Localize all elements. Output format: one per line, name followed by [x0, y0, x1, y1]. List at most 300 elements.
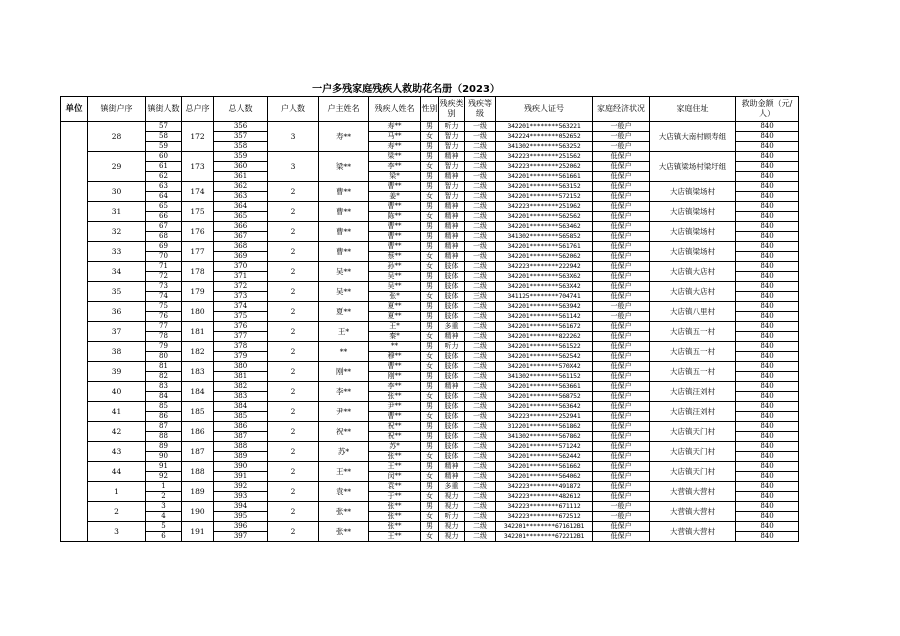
- economic-status: 低保户: [593, 322, 650, 332]
- household-size: 3: [268, 152, 319, 182]
- cert-number: 342201********570X42: [496, 362, 593, 372]
- table-row: [61, 382, 799, 392]
- table-row: [61, 402, 799, 412]
- table-row: [61, 362, 799, 372]
- disability-type: 听力: [439, 122, 465, 132]
- person-total-no: 378: [214, 342, 268, 352]
- economic-status: 低保户: [593, 162, 650, 172]
- household-size: 2: [268, 502, 319, 522]
- person-total-no: 383: [214, 392, 268, 402]
- economic-status: 一般户: [593, 142, 650, 152]
- table-row: [61, 122, 799, 132]
- economic-status: 低保户: [593, 192, 650, 202]
- household-total-seq: 177: [182, 242, 214, 262]
- gender: 男: [421, 152, 439, 162]
- gender: 女: [421, 262, 439, 272]
- header-amount: 救助金额（元/人）: [736, 97, 799, 122]
- household-seq: 28: [88, 122, 146, 152]
- gender: 男: [421, 182, 439, 192]
- relief-amount: 840: [736, 472, 799, 482]
- gender: 女: [421, 492, 439, 502]
- street-person-no: 65: [146, 202, 182, 212]
- table-row: [61, 442, 799, 452]
- household-seq: 42: [88, 422, 146, 442]
- header-disability-grade: 残疾等级: [465, 97, 496, 122]
- household-total-seq: 183: [182, 362, 214, 382]
- household-address: 大店镇大南村顾寿组: [650, 122, 736, 152]
- relief-amount: 840: [736, 392, 799, 402]
- disability-grade: 二级: [465, 472, 496, 482]
- person-total-no: 396: [214, 522, 268, 532]
- cert-number: 342201********563221: [496, 122, 593, 132]
- street-person-no: 92: [146, 472, 182, 482]
- household-head: 张**: [319, 502, 369, 522]
- household-total-seq: 186: [182, 422, 214, 442]
- person-total-no: 376: [214, 322, 268, 332]
- disability-type: 智力: [439, 192, 465, 202]
- household-head: 王**: [319, 462, 369, 482]
- household-total-seq: 175: [182, 202, 214, 222]
- person-total-no: 358: [214, 142, 268, 152]
- relief-amount: 840: [736, 162, 799, 172]
- household-total-seq: 179: [182, 282, 214, 302]
- person-total-no: 365: [214, 212, 268, 222]
- household-total-seq: 172: [182, 122, 214, 152]
- cert-number: 342201********671612B1: [496, 522, 593, 532]
- cert-number: 342223********222942: [496, 262, 593, 272]
- disability-type: 肢体: [439, 432, 465, 442]
- person-name: 姜*: [369, 192, 421, 202]
- cert-number: 342223********671112: [496, 502, 593, 512]
- disability-type: 肢体: [439, 362, 465, 372]
- relief-amount: 840: [736, 532, 799, 542]
- person-name: 曹**: [369, 222, 421, 232]
- disability-grade: 二级: [465, 232, 496, 242]
- cert-number: 342201********563661: [496, 382, 593, 392]
- disability-type: 智力: [439, 132, 465, 142]
- gender: 女: [421, 412, 439, 422]
- cert-number: 342201********564062: [496, 472, 593, 482]
- header-economic-status: 家庭经济状况: [593, 97, 650, 122]
- cert-number: 342201********822262: [496, 332, 593, 342]
- economic-status: 低保户: [593, 442, 650, 452]
- relief-amount: 840: [736, 302, 799, 312]
- gender: 男: [421, 372, 439, 382]
- disability-grade: 二级: [465, 512, 496, 522]
- person-total-no: 367: [214, 232, 268, 242]
- person-name: 曹**: [369, 182, 421, 192]
- household-size: 2: [268, 202, 319, 222]
- disability-type: 肢体: [439, 312, 465, 322]
- relief-amount: 840: [736, 452, 799, 462]
- table-row: [61, 422, 799, 432]
- gender: 女: [421, 472, 439, 482]
- household-total-seq: 174: [182, 182, 214, 202]
- gender: 女: [421, 192, 439, 202]
- table-row: [61, 282, 799, 292]
- gender: 男: [421, 222, 439, 232]
- disability-grade: 二级: [465, 502, 496, 512]
- person-total-no: 379: [214, 352, 268, 362]
- gender: 男: [421, 322, 439, 332]
- gender: 女: [421, 162, 439, 172]
- disability-type: 精神: [439, 332, 465, 342]
- household-address: 大店镇梁场村梁圩组: [650, 152, 736, 182]
- household-head: 吴**: [319, 262, 369, 282]
- person-name: **: [369, 342, 421, 352]
- street-person-no: 64: [146, 192, 182, 202]
- person-name: 梁**: [369, 152, 421, 162]
- gender: 女: [421, 362, 439, 372]
- household-head: 曹**: [319, 202, 369, 222]
- household-head: 袁**: [319, 482, 369, 502]
- cert-number: 342223********252941: [496, 412, 593, 422]
- economic-status: 低保户: [593, 342, 650, 352]
- gender: 女: [421, 292, 439, 302]
- economic-status: 低保户: [593, 172, 650, 182]
- person-total-no: 395: [214, 512, 268, 522]
- street-person-no: 70: [146, 252, 182, 262]
- header-person-name: 残疾人姓名: [369, 97, 421, 122]
- household-address: 大店镇梁场村: [650, 242, 736, 262]
- household-seq: 43: [88, 442, 146, 462]
- person-name: 吴**: [369, 282, 421, 292]
- person-total-no: 377: [214, 332, 268, 342]
- disability-grade: 二级: [465, 212, 496, 222]
- street-person-no: 2: [146, 492, 182, 502]
- disability-grade: 一级: [465, 412, 496, 422]
- disability-grade: 二级: [465, 352, 496, 362]
- header-cert-no: 残疾人证号: [496, 97, 593, 122]
- household-seq: 32: [88, 222, 146, 242]
- disability-grade: 二级: [465, 382, 496, 392]
- household-seq: 3: [88, 522, 146, 542]
- table-row: [61, 322, 799, 332]
- person-total-no: 360: [214, 162, 268, 172]
- economic-status: 低保户: [593, 202, 650, 212]
- disability-type: 精神: [439, 462, 465, 472]
- economic-status: 低保户: [593, 382, 650, 392]
- cert-number: 342201********563X62: [496, 272, 593, 282]
- person-name: 张**: [369, 502, 421, 512]
- household-size: 2: [268, 222, 319, 242]
- table-row: [61, 302, 799, 312]
- disability-grade: 二级: [465, 282, 496, 292]
- street-person-no: 85: [146, 402, 182, 412]
- person-total-no: 368: [214, 242, 268, 252]
- relief-amount: 840: [736, 272, 799, 282]
- household-address: 大店镇汪刘村: [650, 382, 736, 402]
- person-name: 陈**: [369, 212, 421, 222]
- person-name: 闵**: [369, 472, 421, 482]
- table-row: [61, 182, 799, 192]
- household-seq: 1: [88, 482, 146, 502]
- relief-amount: 840: [736, 122, 799, 132]
- household-size: 2: [268, 302, 319, 322]
- household-address: 大营镇大营村: [650, 482, 736, 502]
- gender: 男: [421, 142, 439, 152]
- person-total-no: 381: [214, 372, 268, 382]
- household-seq: 29: [88, 152, 146, 182]
- disability-type: 精神: [439, 252, 465, 262]
- disability-grade: 二级: [465, 422, 496, 432]
- economic-status: 一般户: [593, 132, 650, 142]
- disability-grade: 二级: [465, 522, 496, 532]
- household-size: 2: [268, 262, 319, 282]
- table-row: [61, 462, 799, 472]
- street-person-no: 78: [146, 332, 182, 342]
- person-name: 穆**: [369, 352, 421, 362]
- disability-grade: 三级: [465, 292, 496, 302]
- person-name: 张**: [369, 392, 421, 402]
- person-name: 梁*: [369, 172, 421, 182]
- economic-status: 低保户: [593, 402, 650, 412]
- disability-grade: 二级: [465, 482, 496, 492]
- header-disability-type: 残疾类别: [439, 97, 465, 122]
- street-person-no: 76: [146, 312, 182, 322]
- gender: 女: [421, 252, 439, 262]
- economic-status: 低保户: [593, 372, 650, 382]
- gender: 男: [421, 342, 439, 352]
- household-seq: 40: [88, 382, 146, 402]
- disability-grade: 二级: [465, 532, 496, 542]
- relief-amount: 840: [736, 522, 799, 532]
- cert-number: 342201********572152: [496, 192, 593, 202]
- household-size: 2: [268, 382, 319, 402]
- relief-amount: 840: [736, 222, 799, 232]
- table-row: [61, 502, 799, 512]
- street-person-no: 68: [146, 232, 182, 242]
- household-total-seq: 181: [182, 322, 214, 342]
- person-total-no: 373: [214, 292, 268, 302]
- gender: 女: [421, 532, 439, 542]
- disability-grade: 一级: [465, 252, 496, 262]
- disability-type: 精神: [439, 242, 465, 252]
- gender: 女: [421, 352, 439, 362]
- person-total-no: 366: [214, 222, 268, 232]
- disability-type: 多重: [439, 482, 465, 492]
- cert-number: 342224********052652: [496, 132, 593, 142]
- household-address: 大营镇大营村: [650, 502, 736, 522]
- relief-amount: 840: [736, 362, 799, 372]
- person-total-no: 392: [214, 482, 268, 492]
- gender: 女: [421, 132, 439, 142]
- household-total-seq: 178: [182, 262, 214, 282]
- person-total-no: 374: [214, 302, 268, 312]
- household-size: 2: [268, 282, 319, 302]
- disability-type: 肢体: [439, 402, 465, 412]
- economic-status: 一般户: [593, 502, 650, 512]
- cert-number: 342223********672512: [496, 512, 593, 522]
- gender: 男: [421, 442, 439, 452]
- relief-amount: 840: [736, 492, 799, 502]
- street-person-no: 84: [146, 392, 182, 402]
- household-head: 苏*: [319, 442, 369, 462]
- person-name: 张**: [369, 512, 421, 522]
- relief-amount: 840: [736, 482, 799, 492]
- household-seq: 33: [88, 242, 146, 262]
- disability-grade: 二级: [465, 322, 496, 332]
- street-person-no: 86: [146, 412, 182, 422]
- person-name: 曹**: [369, 362, 421, 372]
- person-total-no: 372: [214, 282, 268, 292]
- economic-status: 低保户: [593, 422, 650, 432]
- page-title: 一户多残家庭残疾人救助花名册（2023）: [312, 84, 500, 95]
- header-household-size: 户人数: [268, 97, 319, 122]
- person-total-no: 362: [214, 182, 268, 192]
- relief-amount: 840: [736, 292, 799, 302]
- economic-status: 低保户: [593, 282, 650, 292]
- household-address: 大店镇梁场村: [650, 202, 736, 222]
- household-address: 大店镇八里村: [650, 302, 736, 322]
- person-name: 祝**: [369, 422, 421, 432]
- relief-amount: 840: [736, 182, 799, 192]
- header-row: [61, 97, 799, 122]
- household-seq: 31: [88, 202, 146, 222]
- economic-status: 低保户: [593, 352, 650, 362]
- household-total-seq: 173: [182, 152, 214, 182]
- header-gender: 性别: [421, 97, 439, 122]
- gender: 男: [421, 302, 439, 312]
- street-person-no: 79: [146, 342, 182, 352]
- header-address: 家庭住址: [650, 97, 736, 122]
- household-head: 吴**: [319, 282, 369, 302]
- disability-type: 肢体: [439, 422, 465, 432]
- street-person-no: 75: [146, 302, 182, 312]
- economic-status: 低保户: [593, 492, 650, 502]
- person-total-no: 384: [214, 402, 268, 412]
- disability-grade: 二级: [465, 272, 496, 282]
- relief-amount: 840: [736, 442, 799, 452]
- household-address: 大店镇大店村: [650, 282, 736, 302]
- disability-grade: 二级: [465, 192, 496, 202]
- household-address: 大店镇梁场村: [650, 222, 736, 242]
- disability-type: 精神: [439, 382, 465, 392]
- header-unit: 单位: [61, 97, 88, 122]
- disability-type: 智力: [439, 182, 465, 192]
- economic-status: 低保户: [593, 292, 650, 302]
- street-person-no: 71: [146, 262, 182, 272]
- household-seq: 38: [88, 342, 146, 362]
- household-seq: 35: [88, 282, 146, 302]
- gender: 男: [421, 272, 439, 282]
- cert-number: 342201********562442: [496, 452, 593, 462]
- cert-number: 342201********563152: [496, 182, 593, 192]
- household-head: 曹**: [319, 182, 369, 202]
- person-name: 于**: [369, 492, 421, 502]
- person-name: 寿**: [369, 142, 421, 152]
- header-street-people: 镇街人数: [146, 97, 182, 122]
- disability-type: 精神: [439, 172, 465, 182]
- household-total-seq: 187: [182, 442, 214, 462]
- disability-type: 肢体: [439, 302, 465, 312]
- gender: 男: [421, 382, 439, 392]
- disability-type: 肢体: [439, 272, 465, 282]
- person-total-no: 393: [214, 492, 268, 502]
- gender: 女: [421, 512, 439, 522]
- cert-number: 342201********563942: [496, 302, 593, 312]
- household-size: 2: [268, 362, 319, 382]
- disability-grade: 二级: [465, 402, 496, 412]
- economic-status: 低保户: [593, 482, 650, 492]
- economic-status: 低保户: [593, 452, 650, 462]
- household-address: 大店镇天门村: [650, 442, 736, 462]
- person-name: 刚**: [369, 372, 421, 382]
- economic-status: 低保户: [593, 472, 650, 482]
- economic-status: 低保户: [593, 242, 650, 252]
- household-address: 大店镇五一村: [650, 322, 736, 342]
- household-head: 夏**: [319, 302, 369, 322]
- disability-type: 视力: [439, 522, 465, 532]
- household-total-seq: 190: [182, 502, 214, 522]
- street-person-no: 83: [146, 382, 182, 392]
- roster-table: [60, 96, 799, 542]
- street-person-no: 82: [146, 372, 182, 382]
- street-person-no: 80: [146, 352, 182, 362]
- person-name: 李**: [369, 162, 421, 172]
- household-size: 2: [268, 522, 319, 542]
- disability-grade: 二级: [465, 492, 496, 502]
- economic-status: 低保户: [593, 232, 650, 242]
- header-total-people: 总人数: [214, 97, 268, 122]
- household-total-seq: 180: [182, 302, 214, 322]
- street-person-no: 3: [146, 502, 182, 512]
- cert-number: 342201********562062: [496, 252, 593, 262]
- cert-number: 341302********567862: [496, 432, 593, 442]
- relief-amount: 840: [736, 312, 799, 322]
- gender: 男: [421, 432, 439, 442]
- disability-grade: 二级: [465, 222, 496, 232]
- household-size: 2: [268, 342, 319, 362]
- relief-amount: 840: [736, 372, 799, 382]
- disability-type: 视力: [439, 492, 465, 502]
- relief-amount: 840: [736, 412, 799, 422]
- economic-status: 一般户: [593, 302, 650, 312]
- gender: 男: [421, 502, 439, 512]
- disability-type: 肢体: [439, 292, 465, 302]
- relief-amount: 840: [736, 172, 799, 182]
- person-total-no: 369: [214, 252, 268, 262]
- street-person-no: 91: [146, 462, 182, 472]
- gender: 女: [421, 212, 439, 222]
- street-person-no: 77: [146, 322, 182, 332]
- household-head: 祝**: [319, 422, 369, 442]
- household-head: 寿**: [319, 122, 369, 152]
- economic-status: 低保户: [593, 272, 650, 282]
- economic-status: 低保户: [593, 522, 650, 532]
- cert-number: 341302********565852: [496, 232, 593, 242]
- person-total-no: 371: [214, 272, 268, 282]
- disability-grade: 二级: [465, 432, 496, 442]
- cert-number: 342201********563462: [496, 222, 593, 232]
- relief-amount: 840: [736, 142, 799, 152]
- person-total-no: 370: [214, 262, 268, 272]
- gender: 男: [421, 422, 439, 432]
- household-head: 刚**: [319, 362, 369, 382]
- disability-grade: 二级: [465, 452, 496, 462]
- street-person-no: 4: [146, 512, 182, 522]
- street-person-no: 89: [146, 442, 182, 452]
- cert-number: 342201********563642: [496, 402, 593, 412]
- disability-grade: 一级: [465, 172, 496, 182]
- disability-type: 肢体: [439, 442, 465, 452]
- economic-status: 一般户: [593, 312, 650, 322]
- household-address: 大店镇汪刘村: [650, 402, 736, 422]
- disability-type: 多重: [439, 322, 465, 332]
- roster-body: [61, 122, 799, 542]
- street-person-no: 62: [146, 172, 182, 182]
- relief-amount: 840: [736, 322, 799, 332]
